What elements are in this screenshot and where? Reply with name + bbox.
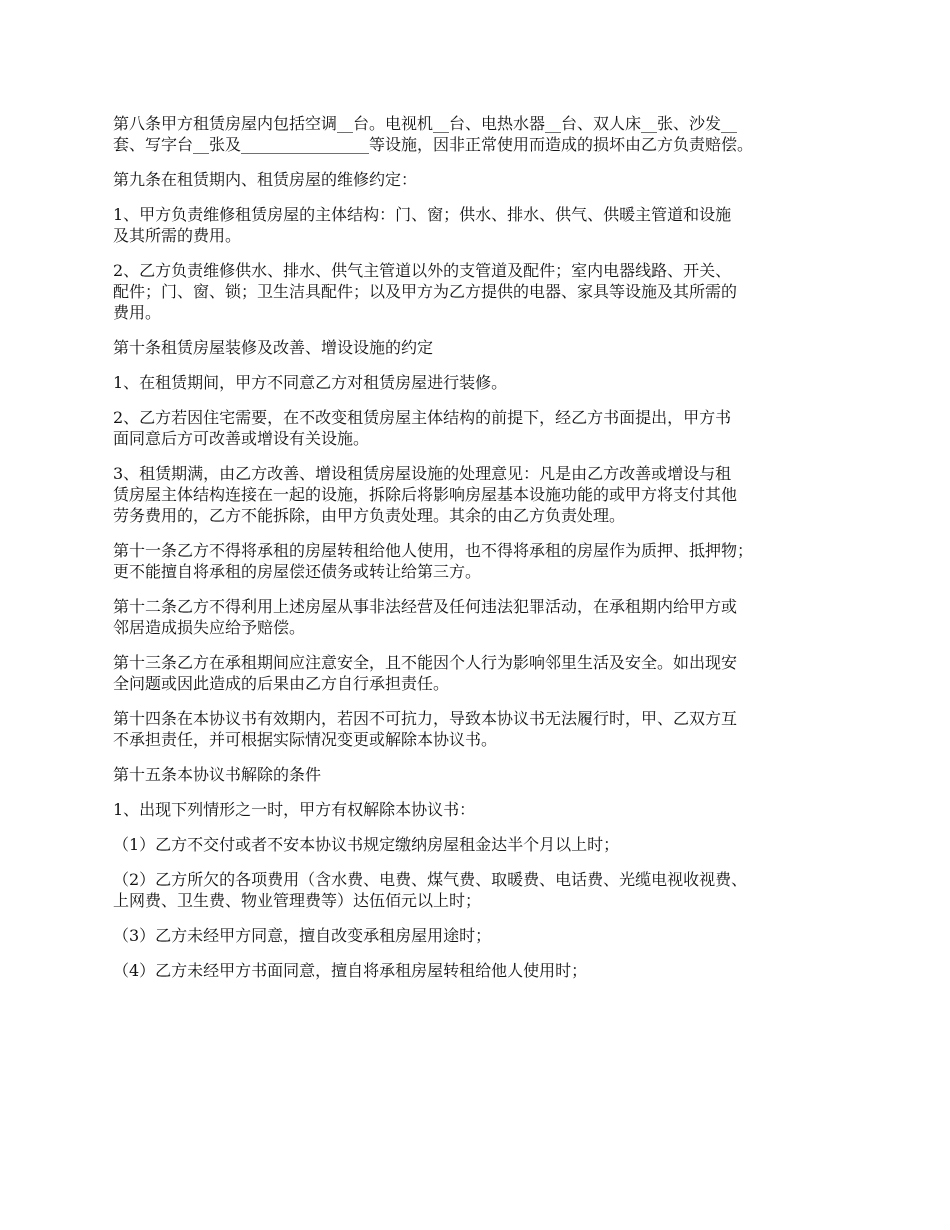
paragraph-article-9-item-1 [113,204,848,246]
text-line: （3）乙方未经甲方同意，擅自改变承租房屋用途时； [113,926,492,945]
text-line: 上网费、卫生费、物业管理费等）达伍佰元以上时； [113,891,482,910]
text-line: 套、写字台__张及________________等设施，因非正常使用而造成的损坏由乙方负责赔偿。 [113,135,754,154]
text-line: 第十二条乙方不得利用上述房屋从事非法经营及任何违法犯罪活动，在承租期内给甲方或 [113,597,738,616]
paragraph-condition-1 [113,834,848,855]
text-line: 更不能擅自将承租的房屋偿还债务或转让给第三方。 [113,562,482,581]
text-line: 第九条在租赁期内、租赁房屋的维修约定： [113,170,418,189]
paragraph-article-13 [113,652,848,694]
text-line: （1）乙方不交付或者不安本协议书规定缴纳房屋租金达半个月以上时； [113,835,620,854]
text-line: 1、甲方负责维修租赁房屋的主体结构：门、窗；供水、排水、供气、供暖主管道和设施 [113,205,732,224]
paragraph-article-10-item-2 [113,407,848,449]
paragraph-article-10 [113,337,848,358]
paragraph-article-9 [113,169,848,190]
paragraph-article-14 [113,708,848,750]
paragraph-article-9-item-2 [113,260,848,323]
paragraph-article-8 [113,113,848,155]
paragraph-condition-3 [113,925,848,946]
document-body [113,113,848,995]
text-line: 劳务费用的，乙方不能拆除，由甲方负责处理。其余的由乙方负责处理。 [113,506,626,525]
text-line: 费用。 [113,303,162,322]
text-line: 第十四条在本协议书有效期内，若因不可抗力，导致本协议书无法履行时，甲、乙双方互 [113,709,738,728]
text-line: 全问题或因此造成的后果由乙方自行承担责任。 [113,674,450,693]
text-line: 赁房屋主体结构连接在一起的设施，拆除后将影响房屋基本设施功能的或甲方将支付其他 [113,485,738,504]
paragraph-article-10-item-3 [113,463,848,526]
text-line: 第十五条本协议书解除的条件 [113,765,322,784]
text-line: （4）乙方未经甲方书面同意，擅自将承租房屋转租给他人使用时； [113,961,588,980]
text-line: （2）乙方所欠的各项费用（含水费、电费、煤气费、取暖费、电话费、光缆电视收视费、 [113,870,748,889]
text-line: 2、乙方负责维修供水、排水、供气主管道以外的支管道及配件；室内电器线路、开关、 [113,261,732,280]
paragraph-condition-4 [113,960,848,981]
paragraph-article-15 [113,764,848,785]
text-line: 第十条租赁房屋装修及改善、增设设施的约定 [113,338,434,357]
text-line: 第十一条乙方不得将承租的房屋转租给他人使用，也不得将承租的房屋作为质押、抵押物； [113,541,754,560]
paragraph-article-10-item-1 [113,372,848,393]
text-line: 不承担责任，并可根据实际情况变更或解除本协议书。 [113,730,498,749]
text-line: 1、在租赁期间，甲方不同意乙方对租赁房屋进行装修。 [113,373,508,392]
paragraph-article-15-item-1 [113,799,848,820]
text-line: 及其所需的费用。 [113,226,242,245]
paragraph-condition-2 [113,869,848,911]
text-line: 第八条甲方租赁房屋内包括空调__台。电视机__台、电热水器__台、双人床__张、沙发__ [113,114,738,133]
text-line: 第十三条乙方在承租期间应注意安全，且不能因个人行为影响邻里生活及安全。如出现安 [113,653,738,672]
text-line: 2、乙方若因住宅需要，在不改变租赁房屋主体结构的前提下，经乙方书面提出，甲方书 [113,408,732,427]
text-line: 1、出现下列情形之一时，甲方有权解除本协议书： [113,800,476,819]
paragraph-article-11 [113,540,848,582]
paragraph-article-12 [113,596,848,638]
text-line: 配件；门、窗、锁；卫生洁具配件；以及甲方为乙方提供的电器、家具等设施及其所需的 [113,282,738,301]
text-line: 3、租赁期满，由乙方改善、增设租赁房屋设施的处理意见：凡是由乙方改善或增设与租 [113,464,732,483]
text-line: 面同意后方可改善或增设有关设施。 [113,429,370,448]
text-line: 邻居造成损失应给予赔偿。 [113,618,306,637]
